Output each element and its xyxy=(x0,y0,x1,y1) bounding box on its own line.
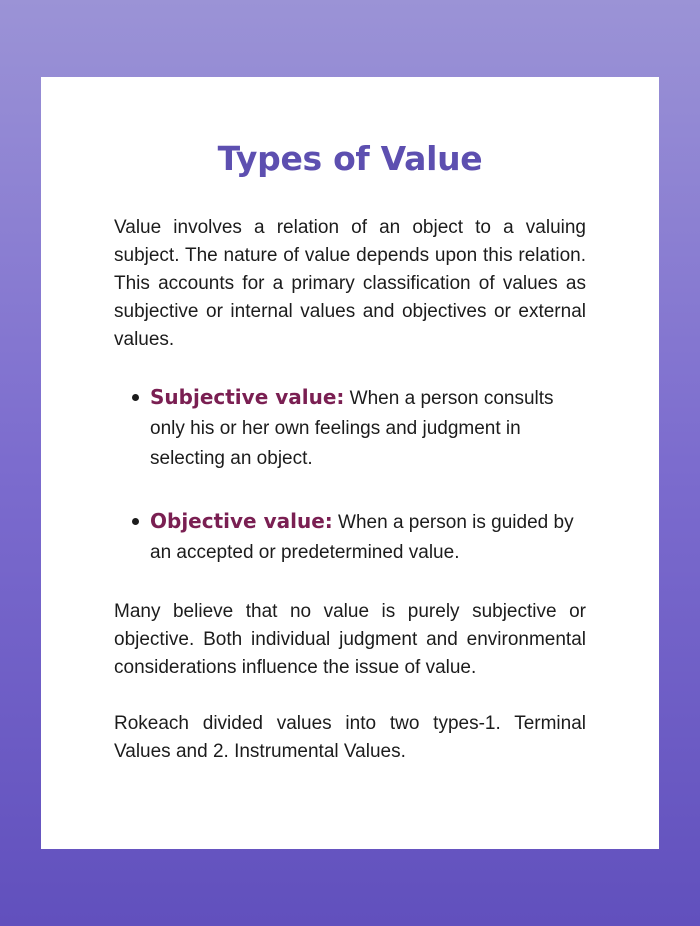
definition-objective-value: When a person is guided by an accepted or predetermined value. xyxy=(150,512,574,563)
value-types-list xyxy=(114,382,586,568)
term-subjective-value: Subjective value: xyxy=(150,385,345,409)
content-card xyxy=(41,77,659,849)
bullet-icon xyxy=(132,394,139,401)
paragraph-rokeach: Rokeach divided values into two types-1. Terminal Values and 2. Instrumental Values. xyxy=(114,713,586,762)
paragraph-subjective-objective: Many believe that no value is purely subjective or objective. Both individual judgment and environmental considerations influence the issue of value. xyxy=(114,601,586,678)
list-item-objective-value xyxy=(114,506,586,568)
list-item-subjective-value xyxy=(114,382,586,474)
definition-subjective-value: When a person consults only his or her own feelings and judgment in selecting an object. xyxy=(150,388,554,469)
term-objective-value: Objective value: xyxy=(150,509,333,533)
page-title: Types of Value xyxy=(217,139,483,178)
bullet-icon xyxy=(132,518,139,525)
intro-paragraph: Value involves a relation of an object to a valuing subject. The nature of value depends upon this relation. This accounts for a primary classification of values as subjective or internal values and objectives or external values. xyxy=(114,217,586,350)
